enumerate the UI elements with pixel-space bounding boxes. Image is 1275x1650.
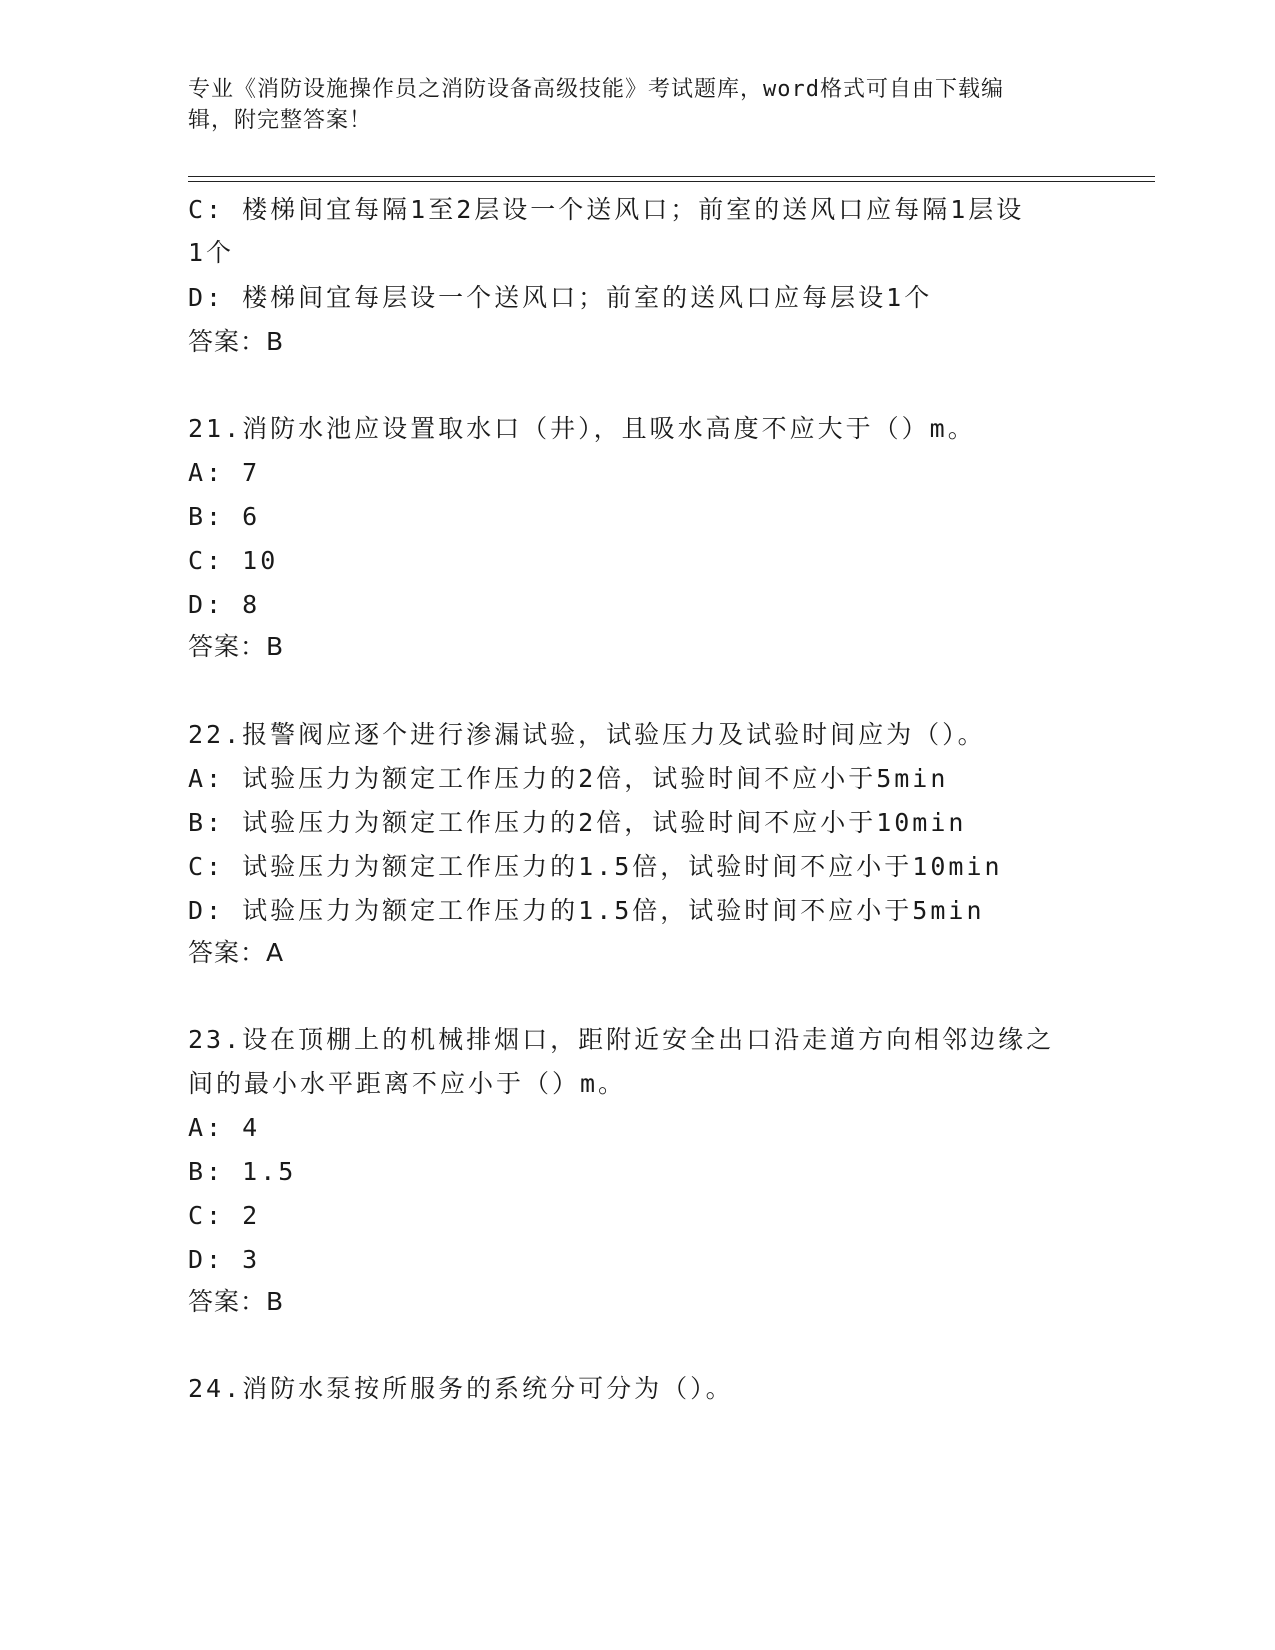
header-divider-top: [188, 176, 1155, 177]
header-line-2: 辑，附完整答案！: [188, 108, 373, 133]
question-23-stem: 23.设在顶棚上的机械排烟口，距附近安全出口沿走道方向相邻边缘之: [188, 1025, 1055, 1054]
question-21-option-c: C: 10: [188, 546, 279, 575]
question-23-stem-continuation: 间的最小水平距离不应小于（）m。: [188, 1069, 627, 1098]
header-line-1: 专业《消防设施操作员之消防设备高级技能》考试题库，word格式可自由下载编: [188, 77, 1004, 102]
question-21-option-d: D: 8: [188, 590, 261, 619]
question-23-option-b: B: 1.5: [188, 1157, 297, 1186]
question-21-answer: 答案：B: [188, 632, 285, 661]
option-c-continuation: 1个: [188, 238, 235, 267]
question-24-stem: 24.消防水泵按所服务的系统分可分为（）。: [188, 1374, 734, 1403]
question-22-option-a: A: 试验压力为额定工作压力的2倍，试验时间不应小于5min: [188, 764, 949, 793]
question-23-option-a: A: 4: [188, 1113, 261, 1142]
header-divider-bottom: [188, 181, 1155, 182]
answer-label: 答案：B: [188, 327, 285, 356]
question-21-stem: 21.消防水池应设置取水口（井），且吸水高度不应大于（）m。: [188, 414, 976, 443]
question-22-stem: 22.报警阀应逐个进行渗漏试验，试验压力及试验时间应为（）。: [188, 720, 986, 749]
question-21-option-a: A: 7: [188, 458, 261, 487]
question-23-answer: 答案：B: [188, 1287, 285, 1316]
question-22-option-d: D: 试验压力为额定工作压力的1.5倍，试验时间不应小于5min: [188, 896, 985, 925]
document-header: [188, 74, 1088, 136]
question-22-option-c: C: 试验压力为额定工作压力的1.5倍，试验时间不应小于10min: [188, 852, 1003, 881]
question-23-option-c: C: 2: [188, 1201, 261, 1230]
question-22-answer: 答案：A: [188, 938, 285, 967]
question-23-option-d: D: 3: [188, 1245, 261, 1274]
option-c: C: 楼梯间宜每隔1至2层设一个送风口；前室的送风口应每隔1层设: [188, 195, 1025, 224]
option-d: D: 楼梯间宜每层设一个送风口；前室的送风口应每层设1个: [188, 283, 933, 312]
question-21-option-b: B: 6: [188, 502, 261, 531]
question-22-option-b: B: 试验压力为额定工作压力的2倍，试验时间不应小于10min: [188, 808, 967, 837]
